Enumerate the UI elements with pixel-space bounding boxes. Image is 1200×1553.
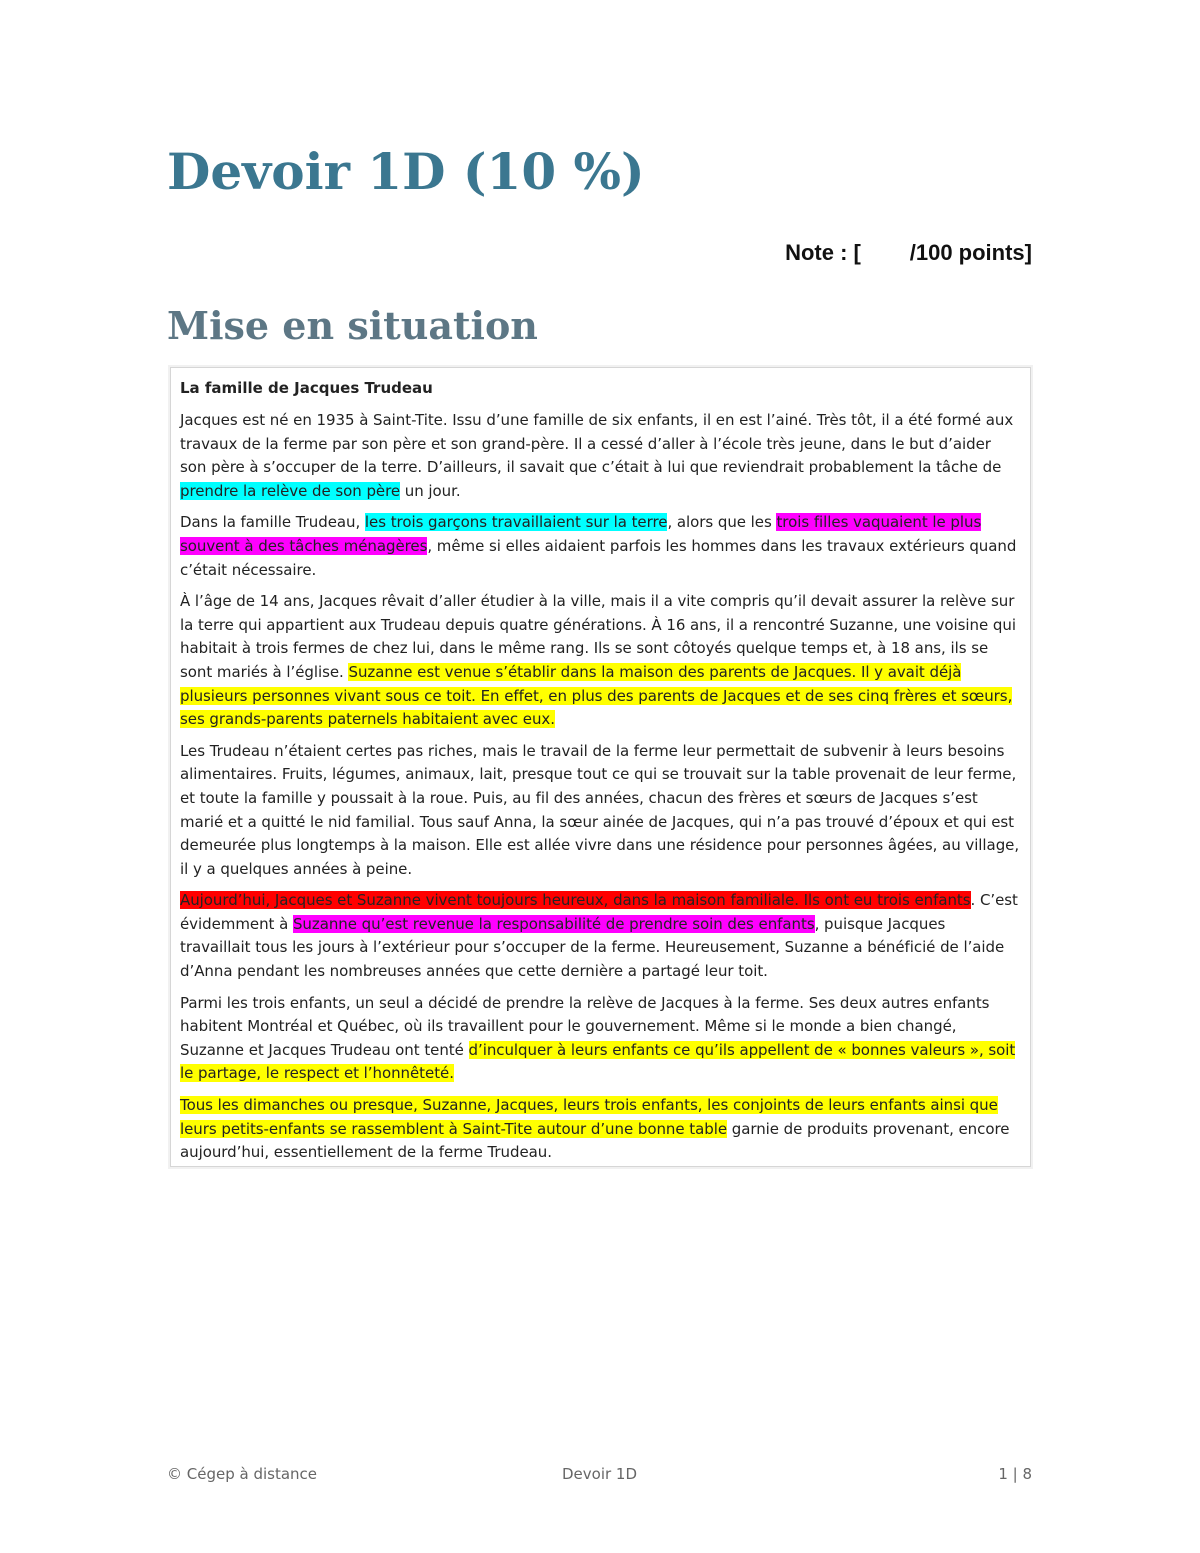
scenario-text-box [170,367,1031,1167]
footer-page-number: 1 | 8 [998,1465,1032,1483]
highlight-yellow: Suzanne est venue s’établir dans la maison des parents de Jacques. Il y avait déjà plusieurs personnes vivant sous ce toit. En effet, en plus des parents de Jacques et de ses cinq frères et sœurs, ses grands-parents paternels habitaient avec eux. [180,662,1013,729]
text-span: Parmi les trois enfants, un seul a décidé de prendre la relève de Jacques à la ferme. Ses deux autres enfants habitent Montréal et Québec, où ils travaillent pour le gouvernement. Même si le monde a bien changé, Suzanne et Jacques Trudeau ont tenté [180,993,990,1059]
paragraph-4 [180,740,1020,882]
highlight-yellow: d’inculquer à leurs enfants ce qu’ils appellent de « bonnes valeurs », soit le partage, le respect et l’honnêteté. [180,1040,1016,1083]
highlight-yellow: Tous les dimanches ou presque, Suzanne, Jacques, leurs trois enfants, les conjoints de leurs enfants ainsi que leurs petits-enfants se rassemblent à Saint-Tite autour d’une bonne table [180,1096,998,1138]
text-span: , même si elles aidaient parfois les hommes dans les travaux extérieurs quand c’était nécessaire. [180,536,1017,579]
page-footer [167,1465,1032,1487]
footer-copyright: © Cégep à distance [167,1465,318,1483]
paragraph-6 [180,992,1020,1086]
text-span: Les Trudeau n’étaient certes pas riches, mais le travail de la ferme leur permettait de subvenir à leurs besoins alimentaires. Fruits, légumes, animaux, lait, presque tout ce qui se trouvait sur la table provenait de leur ferme, et toute la famille y poussait à la roue. Puis, au fil des années, chacun des frères et sœurs de Jacques s’est marié et a quitté le nid familial. Tous sauf Anna, la sœur ainée de Jacques, qui n’a pas trouvé d’époux et qui est demeurée plus longtemps à la maison. Elle est allée vivre dans une résidence pour personnes âgées, au village, il y a quelques années à peine. [180,741,1020,878]
highlight-cyan: les trois garçons travaillaient sur la terre [364,513,668,532]
box-heading: La famille de Jacques Trudeau [180,379,433,397]
highlight-cyan: prendre la relève de son père [180,481,401,500]
text-span: . C’est évidemment à [180,891,1018,933]
text-span: Jacques est né en 1935 à Saint-Tite. Issu d’une famille de six enfants, il en est l’ainé. Très tôt, il a été formé aux travaux de la ferme par son père et son grand-père. Il a cessé d’aller à l’école très jeune, dans le but d’aider son père à s’occuper de la terre. D’ailleurs, il savait que c’était à lui que reviendrait probablement la tâche de [180,411,1014,477]
paragraph-1 [180,409,1020,503]
highlight-red: Aujourd’hui, Jacques et Suzanne vivent toujours heureux, dans la maison familiale. Ils ont eu trois enfants [180,891,971,910]
page-title: Devoir 1D (10 %) [167,142,645,201]
text-span: À l’âge de 14 ans, Jacques rêvait d’aller étudier à la ville, mais il a vite compris qu’il devait assurer la relève sur la terre qui appartient aux Trudeau depuis quatre générations. À 16 ans, il a rencontré Suzanne, une voisine qui habitait à trois fermes de chez lui, dans le même rang. Ils se sont côtoyés quelque temps et, à 18 ans, ils se sont mariés à l’église. [180,592,1016,681]
section-title: Mise en situation [167,303,538,348]
grade-label: Note : [ /100 points] [785,240,1032,265]
text-span: garnie de produits provenant, encore aujourd’hui, essentiellement de la ferme Trudeau. [180,1119,1010,1162]
paragraph-3 [180,590,1020,732]
text-span: , puisque Jacques travaillait tous les jours à l’extérieur pour s’occuper de la ferme. Heureusement, Suzanne a bénéficié de l’aide d’Anna pendant les nombreuses années que cette dernière a partagé leur toit. [180,914,1005,981]
highlight-magenta: trois filles vaquaient le plus souvent à des tâches ménagères [180,513,982,555]
text-span: , alors que les [667,513,777,532]
text-span: Dans la famille Trudeau, [180,513,365,532]
paragraph-7 [180,1094,1020,1165]
paragraph-2 [180,511,1020,582]
text-span: un jour. [400,481,461,500]
paragraph-5 [180,889,1020,983]
highlight-magenta: Suzanne qu’est revenue la responsabilité de prendre soin des enfants [292,914,815,933]
footer-document-name: Devoir 1D [562,1465,638,1483]
